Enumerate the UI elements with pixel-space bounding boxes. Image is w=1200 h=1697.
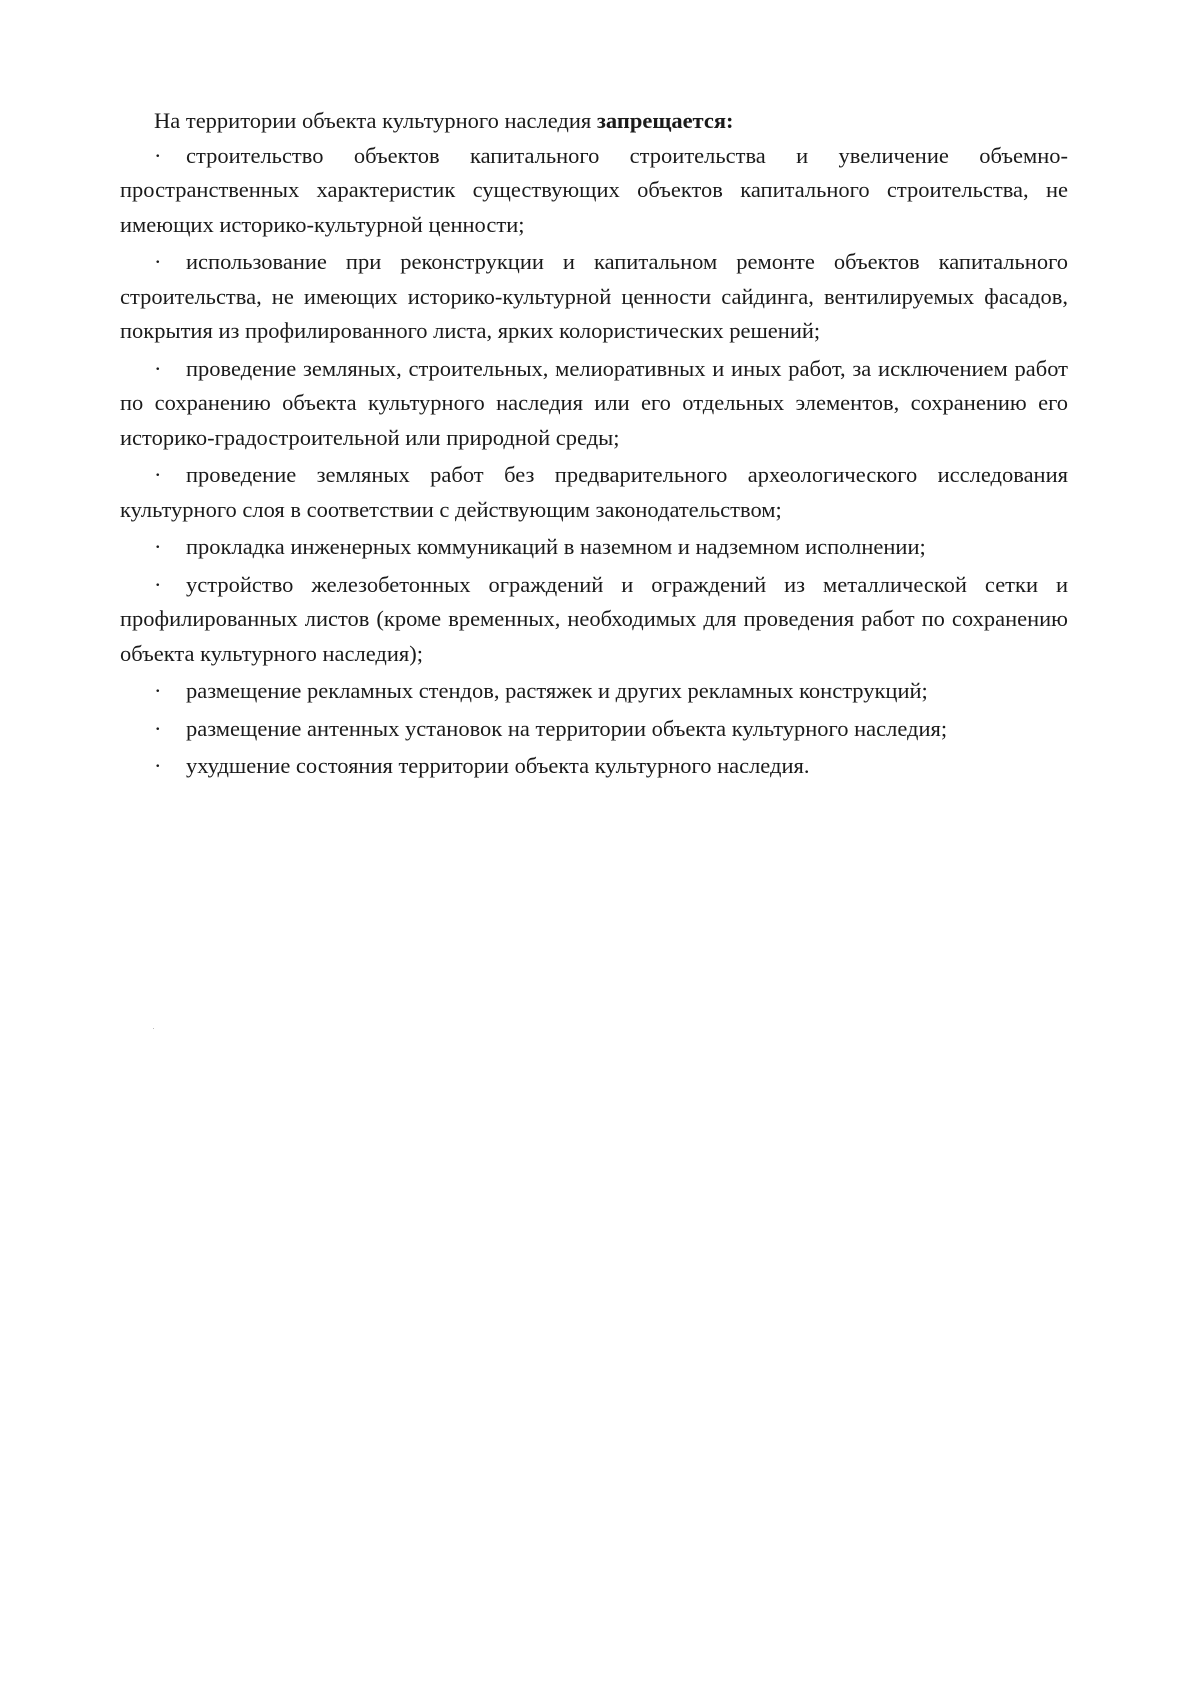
list-item-text: проведение земляных работ без предварительного археологического исследования культурного слоя в соответствии с действующим законодательством; [120,462,1068,522]
bullet-icon: · [154,534,162,559]
bullet-icon: · [154,715,162,741]
list-item-text: устройство железобетонных ограждений и ограждений из металлической сетки и профилированных листов (кроме временных, необходимых для проведения работ по сохранению объекта культурного наследия); [120,571,1068,666]
bullet-icon: · [154,142,162,168]
list-item [120,458,1068,527]
list-item [120,530,1068,565]
document-page [120,104,1068,784]
bullet-icon: · [154,249,162,274]
list-item [120,245,1068,349]
list-item-text: ухудшение состояния территории объекта культурного наследия. [186,753,810,778]
list-item-text: использование при реконструкции и капитальном ремонте объектов капитального строительства, не имеющих историко-культурной ценности сайдинга, вентилируемых фасадов, покрытия из профилированного листа, ярких колористических решений; [120,249,1068,343]
intro-emphasis: запрещается: [596,108,734,133]
list-item-text: проведение земляных, строительных, мелиоративных и иных работ, за исключением работ по сохранению объекта культурного наследия или его отдельных элементов, сохранению его историко-градостроительной или природной среды; [120,355,1068,450]
list-item-text: строительство объектов капитального строительства и увеличение объемно-пространственных характеристик существующих объектов капитального строительства, не имеющих историко-культурной ценности; [120,142,1068,237]
list-item [120,352,1068,456]
list-item-text: размещение рекламных стендов, растяжек и других рекламных конструкций; [186,678,928,703]
bullet-icon: · [154,462,162,487]
bullet-icon: · [154,678,162,703]
list-item [120,712,1068,747]
bullet-icon: · [154,571,162,597]
list-item-text: прокладка инженерных коммуникаций в наземном и надземном исполнении; [186,534,926,559]
list-item-text: размещение антенных установок на территории объекта культурного наследия; [186,715,948,741]
bullet-icon: · [154,355,162,381]
bullet-icon: · [154,753,162,778]
list-item [120,139,1068,243]
intro-text: На территории объекта культурного наследия [154,108,597,133]
intro-paragraph [120,104,1068,139]
list-item [120,749,1068,784]
list-item [120,674,1068,709]
list-item [120,568,1068,672]
scan-speck [153,1028,154,1029]
